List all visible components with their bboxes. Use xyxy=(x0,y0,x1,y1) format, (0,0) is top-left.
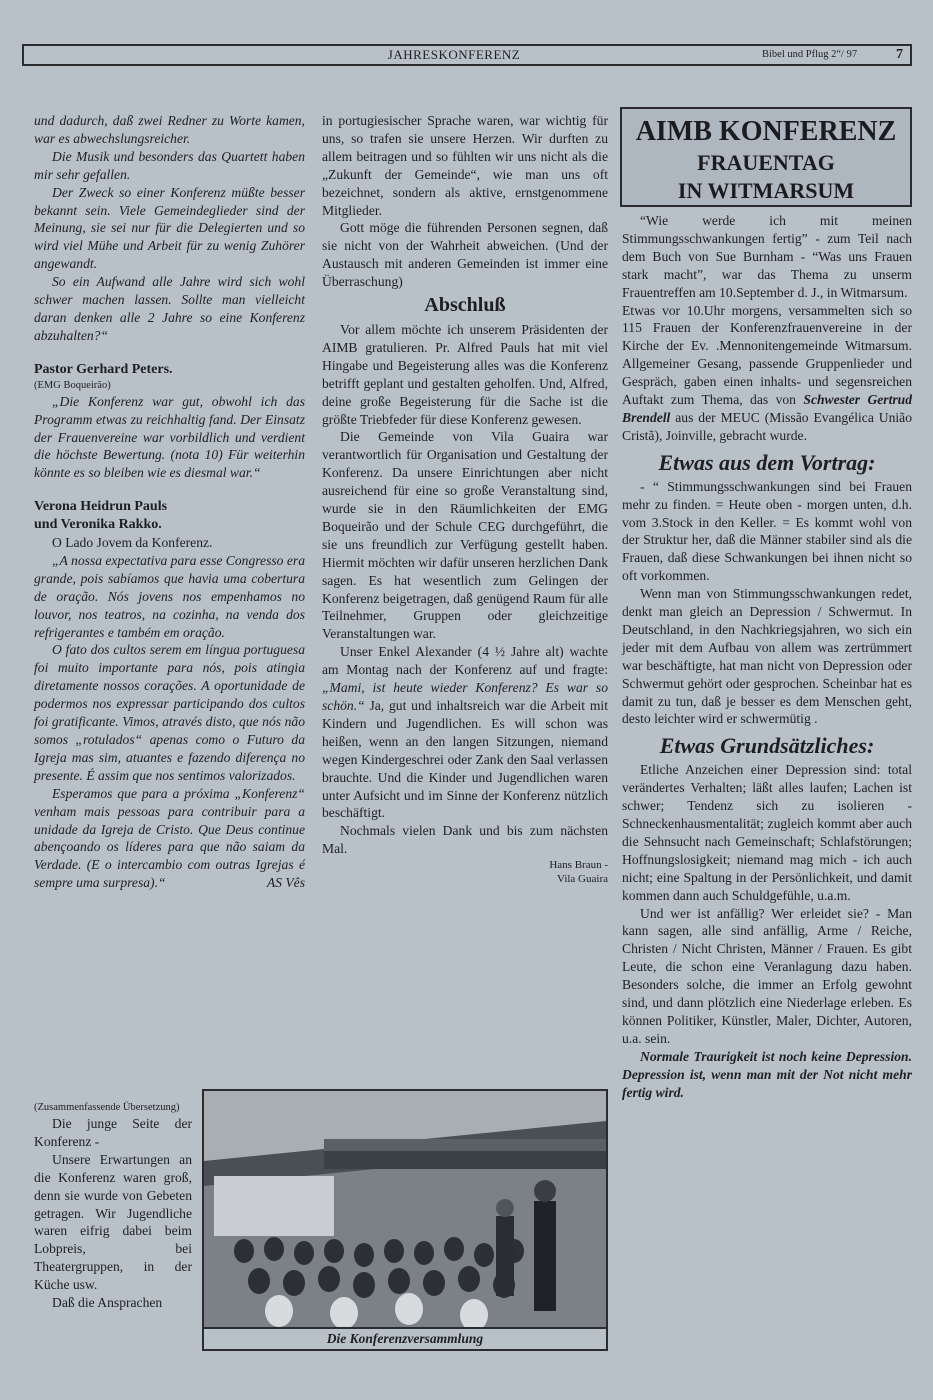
quote: „Mami, ist heute wieder Konferenz? Es war so schön.“ xyxy=(322,680,608,713)
paragraph: Vor allem möchte ich unserem Präsidenten der AIMB gratulieren. Pr. Alfred Pauls hat mit viel Hingabe und Begeisterung alles was die Konferenz betrifft geplant und gestalten geholfen. Und, Alfred, deine große Begeisterung für die Sache ist die größte Triebfeder für diese Konferenz gewesen. xyxy=(322,321,608,427)
speaker-name: Schwester Gertrud Brendell xyxy=(622,392,913,425)
closing-statement: Normale Traurigkeit ist noch keine Depression. Depression ist, wenn man mit der Not nicht mehr fertig wird. xyxy=(622,1048,912,1100)
author-org: (EMG Boqueirão) xyxy=(34,379,111,391)
column-left-bottom xyxy=(34,1101,192,1312)
issue-label: Bibel und Pflug 2“/ 97 xyxy=(762,49,858,60)
page-header xyxy=(22,44,912,66)
author-name: Pastor Gerhard Peters. xyxy=(34,361,173,377)
translation-note: (Zusammenfassende Übersetzung) xyxy=(34,1102,180,1113)
paragraph: Die Musik und besonders das Quartett haben mir sehr gefallen. xyxy=(34,148,305,182)
paragraph xyxy=(622,302,912,445)
text-run: Ja, gut und inhaltsreich war die Arbeit mit Kindern und Jugendlichen. Es will schon was heißen, wenn an den langen Sitzungen, niemand wegen Kindergeschrei oder Zank den Saal verlassen brauchte. Und die Kinder und Jugendlichen waren unter Aufsicht und im Sinne der Konferenz nützlich beschäftigt. xyxy=(322,698,608,821)
column-left xyxy=(34,112,305,892)
author-name: Verona Heidrun Pauls xyxy=(34,499,168,515)
paragraph: So ein Aufwand alle Jahre wird sich wohl schwer machen lassen. Sollte man vielleicht daran denken alle 2 Jahre so eine Konferenz abzuhalten?“ xyxy=(34,274,305,343)
paragraph: O fato dos cultos serem em língua portuguesa foi muito importante para nós, pois atingia diretamente nossos corações. A oportunidade de podermos nos expressar participando dos cultos foi gratificante. Vimos, através disto, que nós não somos „rotulados“ apenas como o Futuro da Igreja mas sim, atuantes e fazendo diferença no presente. É assim que nos sentimos valorizados. xyxy=(34,642,305,783)
article-title: AIMB KONFERENZ xyxy=(635,116,897,147)
text-run: aus der MEUC (Missão Evangélica União Cristã), Joinville, gebracht wurde. xyxy=(622,409,912,443)
paragraph xyxy=(322,643,608,822)
paragraph: Die junge Seite der Konferenz - xyxy=(34,1116,192,1149)
paragraph: O Lado Jovem da Konferenz. xyxy=(52,535,213,551)
paragraph: Und wer ist anfällig? Wer erleidet sie? - Man kann sagen, alle sind anfällig, Arme / Reiche, Christen / Nicht Christen, Männer / Frauen. Es gibt Leute, die schon eine Veranlagung dazu haben. Besonders solche, die immer an Erfolg gewohnt sind, und dann plötzlich eine Niederlage erleben. Es können Politiker, Künstler, Maler, Dichter, Autoren, u.a. sein. xyxy=(622,905,912,1046)
page-number: 7 xyxy=(896,47,903,62)
section-heading: Etwas Grundsätzliches: xyxy=(659,733,875,759)
photo-caption: Die Konferenzversammlung xyxy=(202,1329,608,1351)
signature: Hans Braun - xyxy=(549,859,608,872)
paragraph: „A nossa expectativa para esse Congresso era grande, pois sabíamos que havia uma cobertura de oração. Nós jovens nos empenhamos no louvor, nos teatros, na cozinha, na venda dos refrigerantes e também em oração. xyxy=(34,552,305,640)
paragraph: in portugiesischer Sprache waren, war wichtig für uns, so trafen sie unsere Herzen. Wir durften zu allem beitragen und so fühlten wir uns nicht als die „Zukunft der Gemeinde“, wie man uns oft bezeichnet, sondern als aktive, ernstgenommene Mitglieder. xyxy=(322,113,608,218)
signature: Vila Guaira xyxy=(557,873,608,886)
paragraph: Die Gemeinde von Vila Guaira war verantwortlich für Organisation und Gestaltung der Konferenz. Da unsere Einrichtungen aber nicht ausreichend für eine so große Veranstaltung sind, wurde sie in den Räumlichkeiten der EMG Boqueirão und der Schule CEG durchgeführt, die sie uns freundlich zur Verfügung gestellt haben. Hiermit möchten wir dafür unseren herzlichen Dank sagen. Es hat wesentlich zum Gelingen der Konferenz beigetragen, daß genügend Raum für alle Teilnehmer, Gruppen oder gleichzeitige Veranstaltungen war. xyxy=(322,429,608,642)
paragraph: Nochmals vielen Dank und bis zum nächsten Mal. xyxy=(322,823,608,857)
author-name: und Veronika Rakko. xyxy=(34,517,162,533)
paragraph: Etliche Anzeichen einer Depression sind: total verändertes Verhalten; läßt alles laufen; Lachen ist schwer; Tendenz sich zu isolieren - Schneckenhausmentalität; zugleich kommt aber auch die Sehnsucht nach Gemeinschaft; Schlafstörungen; Hoffnungslosigkeit; niemand mag mich - ich auch nicht; eine Spaltung in der Persönlichkeit, und damit kommen dann auch Schuldgefühle, u.a.m. xyxy=(622,762,912,903)
section-heading: Abschluß xyxy=(424,294,506,317)
paragraph: Gott möge die führenden Personen segnen, daß sie nicht von der Wahrheit abweichen. (Und der Austausch mit anderen Gemeinden ist immer eine Überraschung) xyxy=(322,220,608,290)
section-heading: Etwas aus dem Vortrag: xyxy=(658,449,876,475)
article-subtitle: IN WITMARSUM xyxy=(677,178,855,203)
photo-illustration xyxy=(204,1091,606,1327)
signature: AS Vês xyxy=(266,875,305,891)
paragraph: „Die Konferenz war gut, obwohl ich das Programm etwas zu reichhaltig fand. Der Einsatz der Frauenvereine war vorbildlich und verdient die höchste Bewertung. (nota 10) Für weiterhin könnte es so bleiben wie es diesmal war.“ xyxy=(34,393,305,481)
paragraph: - “ Stimmungsschwankungen sind bei Frauen mehr zu finden. = Heute oben - morgen unten, d.h. vom 3.Stock in den Keller. = Es kommt wohl von der Struktur her, daß die Männer stabiler sind als die Frauen, daß diese Schwankungen bei ihnen nicht so oft vorkommen. xyxy=(622,478,912,584)
paragraph: Esperamos que para a próxima „Konferenz“ venham mais pessoas para contribuir para a unidade da Igreja de Cristo. Que Deus continue abençoando os líderes para que não saiam da Verdade. (E o intercambio com outras Igrejas é sempre uma surpresa).“ xyxy=(34,785,305,891)
section-title: JAHRESKONFERENZ xyxy=(387,47,521,62)
column-middle xyxy=(322,112,608,886)
article-title-box xyxy=(620,107,912,207)
paragraph: Unsere Erwartungen an die Konferenz waren groß, denn sie wurde von Gebeten getragen. Wir Jugendliche waren eifrig dabei beim Lobpreis, bei Theatergruppen, in der Küche usw. xyxy=(34,1151,192,1293)
paragraph: und dadurch, daß zwei Redner zu Worte kamen, war es abwechslungsreicher. xyxy=(34,113,305,146)
paragraph: Daß die Ansprachen xyxy=(52,1295,163,1311)
paragraph: Der Zweck so einer Konferenz müßte besser bekannt sein. Viele Gemeindeglieder sind der Meinung, sie sei nur für die Delegierten und so wird viel Mühe und Arbeit für zu wenig Zuhörer angewandt. xyxy=(34,184,305,272)
paragraph: “Wie werde ich mit meinen Stimmungsschwankungen fertig” - zum Teil nach dem Buch von Sue Burnham - “Was uns Frauen stark macht”, war das Thema zu unserm Frauentreffen am 10.September d. J., in Witmarsum. xyxy=(622,213,912,300)
conference-photo xyxy=(202,1089,608,1329)
column-right xyxy=(622,212,912,1102)
text-run: Etwas vor 10.Uhr morgens, versammelten sich so 115 Frauen der Konferenzfrauenvereine in der Kirche der Ev. .Mennonitengemeinde Witmarsum. Allgemeiner Gesang, passende Gruppenlieder und Gespräch, gaben einen inhalts- und segensreichen Auftakt zum Thema, das von xyxy=(622,302,912,408)
paragraph: Wenn man von Stimmungsschwankungen redet, denkt man gleich an Depression / Schwermut. In Deutschland, in den Nachkriegsjahren, wo sich ein jeder mit dem Aufbau von allem was zertrümmert war beschäftigte, hat man nicht von Depression oder Schwermut gehört oder gesprochen. Scheinbar hat es damit zu tun, daß je besser es dem Menschen geht, desto leichter wird er schwermütig . xyxy=(622,586,912,727)
text-run: Unser Enkel Alexander (4 ½ Jahre alt) wachte am Montag nach der Konferenz auf und fragte: xyxy=(322,644,608,678)
article-subtitle: FRAUENTAG xyxy=(697,150,835,175)
